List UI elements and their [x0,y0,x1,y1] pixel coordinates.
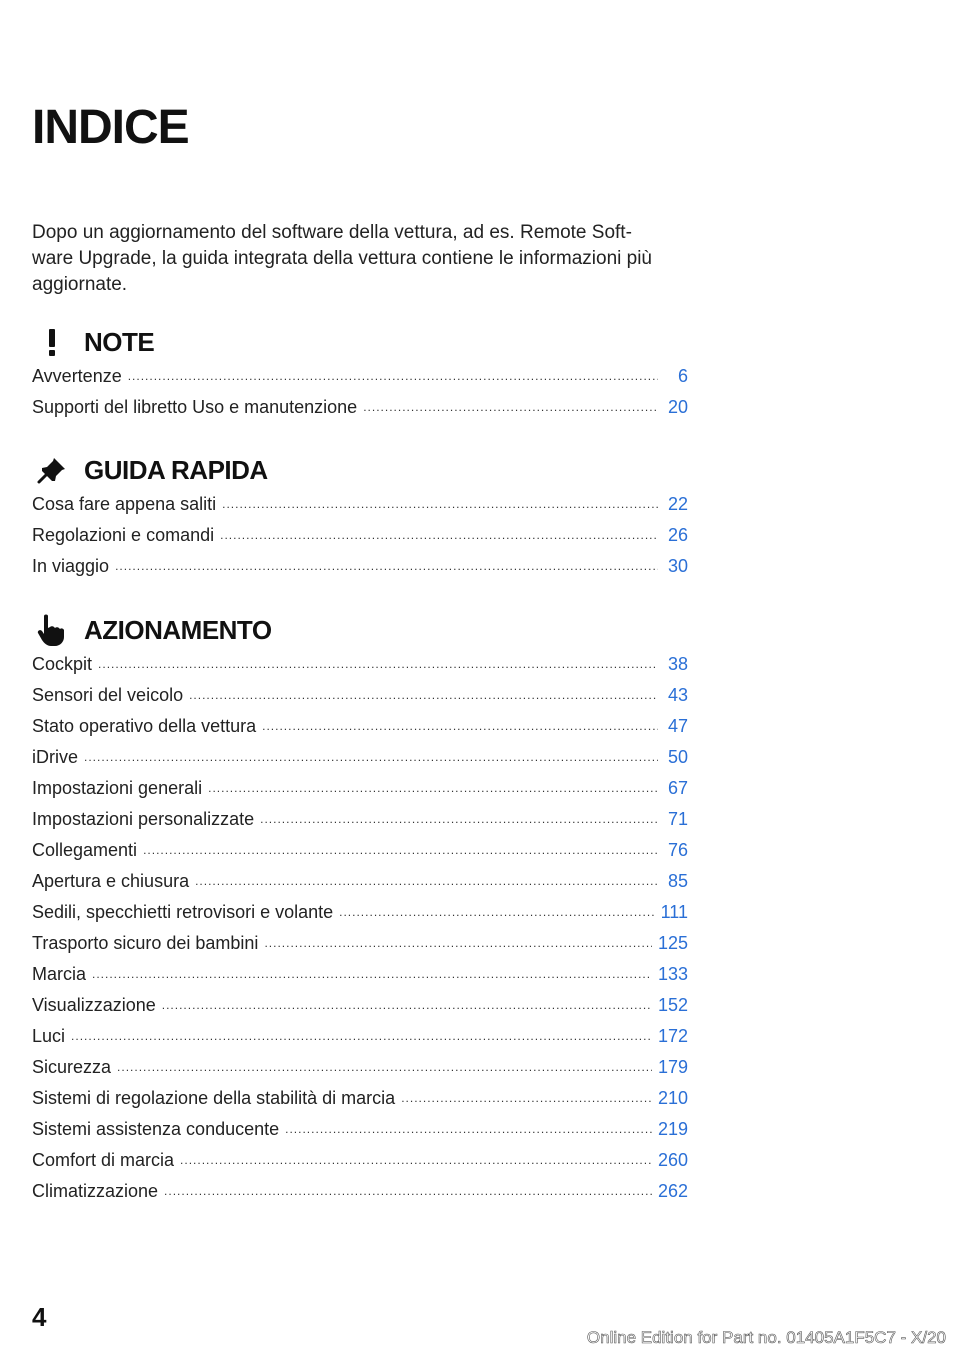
toc-entry-page[interactable]: 152 [657,995,688,1015]
toc-entry-page[interactable]: 26 [667,525,688,545]
leader-dots [115,559,658,573]
toc-entry[interactable] [32,871,688,902]
leader-dots [98,657,658,671]
toc-entry-page[interactable]: 71 [667,809,688,829]
toc-entry[interactable] [32,366,688,397]
toc-entry-label: Visualizzazione [32,995,156,1015]
leader-dots [92,967,652,981]
intro-line: aggiornate. [32,274,128,295]
toc-entry-label: Marcia [32,964,87,984]
section-note [32,322,688,428]
toc-entry-page[interactable]: 22 [667,494,688,514]
leader-dots [195,874,658,888]
section-azionamento [32,610,688,1212]
toc-entry-label: Sistemi assistenza conducente [32,1119,280,1139]
leader-dots [363,400,658,414]
leader-dots [180,1153,652,1167]
toc-entry[interactable] [32,525,688,556]
toc-entry-label: iDrive [32,747,79,767]
toc-entry[interactable] [32,933,688,964]
toc-entry-page[interactable]: 85 [667,871,688,891]
intro-line: Dopo un aggiornamento del software della vettura, ad es. Remote Soft- [32,222,632,243]
toc-entry[interactable] [32,556,688,587]
toc-entry-page[interactable]: 260 [657,1150,688,1170]
leader-dots [260,812,658,826]
toc-entry-label: Climatizzazione [32,1181,159,1201]
toc-entry-label: Comfort di marcia [32,1150,175,1170]
toc-entry[interactable] [32,494,688,525]
toc-entry-label: Cosa fare appena saliti [32,494,217,514]
toc-entry-page[interactable]: 172 [657,1026,688,1046]
toc-entry-page[interactable]: 30 [667,556,688,576]
page-number: 4 [32,1302,47,1332]
toc-entry-label: Collegamenti [32,840,138,860]
toc-entry-label: Luci [32,1026,66,1046]
toc-entry-page[interactable]: 38 [667,654,688,674]
toc-entry-page[interactable]: 20 [667,397,688,417]
toc-entry-label: Cockpit [32,654,93,674]
toc-entry[interactable] [32,1088,688,1119]
toc-entry-page[interactable]: 43 [667,685,688,705]
leader-dots [117,1060,652,1074]
leader-dots [285,1122,652,1136]
page-title: INDICE [32,101,189,154]
section-title: GUIDA RAPIDA [84,454,268,485]
leader-dots [84,750,658,764]
toc-entry-label: Regolazioni e comandi [32,525,215,545]
toc-entry[interactable] [32,1181,688,1212]
toc-entry-label: Sedili, specchietti retrovisori e volante [32,902,334,922]
toc-entry-page[interactable]: 219 [657,1119,688,1139]
section-guida-rapida [32,450,688,587]
toc-entry-page[interactable]: 210 [657,1088,688,1108]
toc-entry-page[interactable]: 47 [667,716,688,736]
toc-entry[interactable] [32,654,688,685]
leader-dots [222,497,658,511]
toc-entry-label: Impostazioni personalizzate [32,809,255,829]
toc-entry-page[interactable]: 262 [657,1181,688,1201]
intro-text [32,220,692,298]
leader-dots [401,1091,652,1105]
toc-entry-page[interactable]: 111 [660,902,688,922]
leader-dots [164,1184,652,1198]
toc-entry-page[interactable]: 125 [657,933,688,953]
leader-dots [128,369,658,383]
toc-entry[interactable] [32,778,688,809]
leader-dots [162,998,652,1012]
toc-entry[interactable] [32,1150,688,1181]
toc-entry-label: In viaggio [32,556,110,576]
toc-entry-page[interactable]: 6 [677,366,688,386]
toc-entry[interactable] [32,1057,688,1088]
toc-entry-page[interactable]: 50 [667,747,688,767]
leader-dots [71,1029,652,1043]
toc-entry-label: Supporti del libretto Uso e manutenzione [32,397,358,417]
section-title: AZIONAMENTO [84,614,272,645]
leader-dots [339,905,654,919]
toc-entry[interactable] [32,1026,688,1057]
toc-entry-label: Sistemi di regolazione della stabilità di marcia [32,1088,396,1108]
leader-dots [189,688,658,702]
toc-entry[interactable] [32,1119,688,1150]
toc-entry-label: Stato operativo della vettura [32,716,257,736]
pin-icon [32,452,72,488]
leader-dots [264,936,652,950]
intro-line: ware Upgrade, la guida integrata della vettura contiene le informazioni più [32,248,652,269]
hand-pointer-icon [32,612,72,648]
exclamation-icon [32,324,72,360]
toc-entry[interactable] [32,964,688,995]
leader-dots [220,528,658,542]
toc-entry[interactable] [32,809,688,840]
section-header [32,610,688,650]
toc-entry[interactable] [32,397,688,428]
toc-entry[interactable] [32,747,688,778]
toc-entry[interactable] [32,840,688,871]
section-title: NOTE [84,326,155,357]
toc-list [32,654,688,1212]
toc-entry[interactable] [32,995,688,1026]
toc-entry-page[interactable]: 76 [667,840,688,860]
toc-entry-label: Trasporto sicuro dei bambini [32,933,259,953]
toc-entry-label: Apertura e chiusura [32,871,190,891]
leader-dots [208,781,658,795]
toc-entry-label: Sicurezza [32,1057,112,1077]
toc-entry-label: Impostazioni generali [32,778,203,798]
section-header [32,322,688,362]
leader-dots [262,719,658,733]
toc-entry[interactable] [32,716,688,747]
footer-watermark: Online Edition for Part no. 01405A1F5C7 - X/20 [386,1328,960,1348]
toc-entry-page[interactable]: 179 [657,1057,688,1077]
toc-entry-page[interactable]: 133 [657,964,688,984]
toc-entry-label: Sensori del veicolo [32,685,184,705]
leader-dots [143,843,658,857]
toc-entry-label: Avvertenze [32,366,122,386]
section-header [32,450,688,490]
toc-entry[interactable] [32,902,688,933]
toc-entry[interactable] [32,685,688,716]
toc-entry-page[interactable]: 67 [667,778,688,798]
